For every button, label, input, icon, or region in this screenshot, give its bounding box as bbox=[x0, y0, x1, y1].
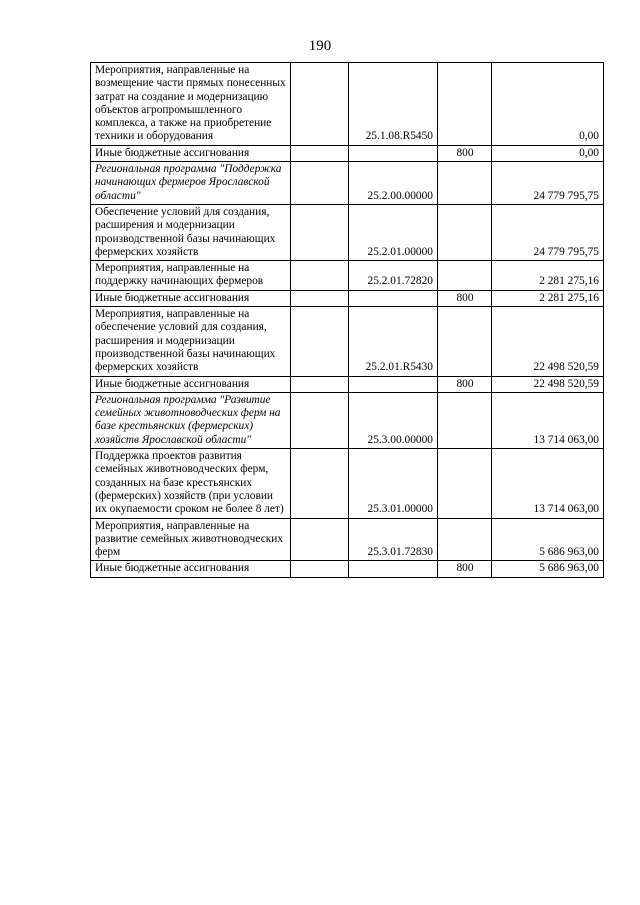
row-empty-cell bbox=[291, 392, 349, 448]
row-amount: 5 686 963,00 bbox=[492, 518, 604, 561]
row-name: Иные бюджетные ассигнования bbox=[91, 290, 291, 306]
row-empty-cell bbox=[291, 518, 349, 561]
row-amount: 13 714 063,00 bbox=[492, 449, 604, 518]
table-row bbox=[91, 63, 604, 146]
row-name: Региональная программа "Развитие семейных животноводческих ферм на базе крестьянских (фермерских) хозяйств Ярославской области" bbox=[91, 392, 291, 448]
row-empty-cell bbox=[291, 162, 349, 205]
row-name: Мероприятия, направленные на возмещение части прямых понесенных затрат на создание и модернизацию объектов агропромышленного комплекса, а также на приобретение техники и оборудования bbox=[91, 63, 291, 146]
row-empty-cell bbox=[291, 290, 349, 306]
row-type bbox=[438, 261, 492, 291]
row-type bbox=[438, 449, 492, 518]
row-type bbox=[438, 518, 492, 561]
row-empty-cell bbox=[291, 145, 349, 161]
row-code bbox=[349, 376, 438, 392]
row-code: 25.3.01.72830 bbox=[349, 518, 438, 561]
row-amount: 2 281 275,16 bbox=[492, 290, 604, 306]
row-empty-cell bbox=[291, 561, 349, 577]
row-amount: 2 281 275,16 bbox=[492, 261, 604, 291]
table-row bbox=[91, 392, 604, 448]
row-type bbox=[438, 204, 492, 260]
row-code bbox=[349, 290, 438, 306]
row-amount: 22 498 520,59 bbox=[492, 307, 604, 376]
row-type bbox=[438, 63, 492, 146]
table-row bbox=[91, 307, 604, 376]
row-empty-cell bbox=[291, 449, 349, 518]
row-amount: 0,00 bbox=[492, 63, 604, 146]
row-amount: 13 714 063,00 bbox=[492, 392, 604, 448]
row-name: Иные бюджетные ассигнования bbox=[91, 145, 291, 161]
row-empty-cell bbox=[291, 376, 349, 392]
row-amount: 5 686 963,00 bbox=[492, 561, 604, 577]
row-name: Мероприятия, направленные на поддержку начинающих фермеров bbox=[91, 261, 291, 291]
row-code: 25.2.01.R5430 bbox=[349, 307, 438, 376]
row-code: 25.2.01.00000 bbox=[349, 204, 438, 260]
row-code: 25.2.01.72820 bbox=[349, 261, 438, 291]
row-amount: 24 779 795,75 bbox=[492, 204, 604, 260]
row-code bbox=[349, 561, 438, 577]
budget-table bbox=[90, 62, 604, 578]
row-name: Мероприятия, направленные на развитие семейных животноводческих ферм bbox=[91, 518, 291, 561]
table-row bbox=[91, 145, 604, 161]
row-name: Обеспечение условий для создания, расширения и модернизации производственной базы начинающих фермерских хозяйств bbox=[91, 204, 291, 260]
row-empty-cell bbox=[291, 307, 349, 376]
table-row bbox=[91, 376, 604, 392]
row-code: 25.3.00.00000 bbox=[349, 392, 438, 448]
row-type bbox=[438, 162, 492, 205]
table-row bbox=[91, 162, 604, 205]
row-type: 800 bbox=[438, 145, 492, 161]
row-empty-cell bbox=[291, 204, 349, 260]
row-type bbox=[438, 307, 492, 376]
table-row bbox=[91, 290, 604, 306]
row-name: Региональная программа "Поддержка начинающих фермеров Ярославской области" bbox=[91, 162, 291, 205]
row-name: Иные бюджетные ассигнования bbox=[91, 376, 291, 392]
table-row bbox=[91, 561, 604, 577]
row-empty-cell bbox=[291, 63, 349, 146]
table-row bbox=[91, 261, 604, 291]
row-code: 25.1.08.R5450 bbox=[349, 63, 438, 146]
row-name: Поддержка проектов развития семейных животноводческих ферм, созданных на базе крестьянских (фермерских) хозяйств (при условии их окупаемости сроком не более 8 лет) bbox=[91, 449, 291, 518]
table-row bbox=[91, 518, 604, 561]
row-amount: 22 498 520,59 bbox=[492, 376, 604, 392]
row-amount: 24 779 795,75 bbox=[492, 162, 604, 205]
page-number: 190 bbox=[308, 38, 332, 54]
row-amount: 0,00 bbox=[492, 145, 604, 161]
table-row bbox=[91, 204, 604, 260]
row-type: 800 bbox=[438, 376, 492, 392]
row-name: Мероприятия, направленные на обеспечение условий для создания, расширения и модернизации производственной базы начинающих фермерских хозяйств bbox=[91, 307, 291, 376]
table-row bbox=[91, 449, 604, 518]
row-type bbox=[438, 392, 492, 448]
row-name: Иные бюджетные ассигнования bbox=[91, 561, 291, 577]
row-code bbox=[349, 145, 438, 161]
row-type: 800 bbox=[438, 290, 492, 306]
row-empty-cell bbox=[291, 261, 349, 291]
row-code: 25.2.00.00000 bbox=[349, 162, 438, 205]
row-type: 800 bbox=[438, 561, 492, 577]
row-code: 25.3.01.00000 bbox=[349, 449, 438, 518]
